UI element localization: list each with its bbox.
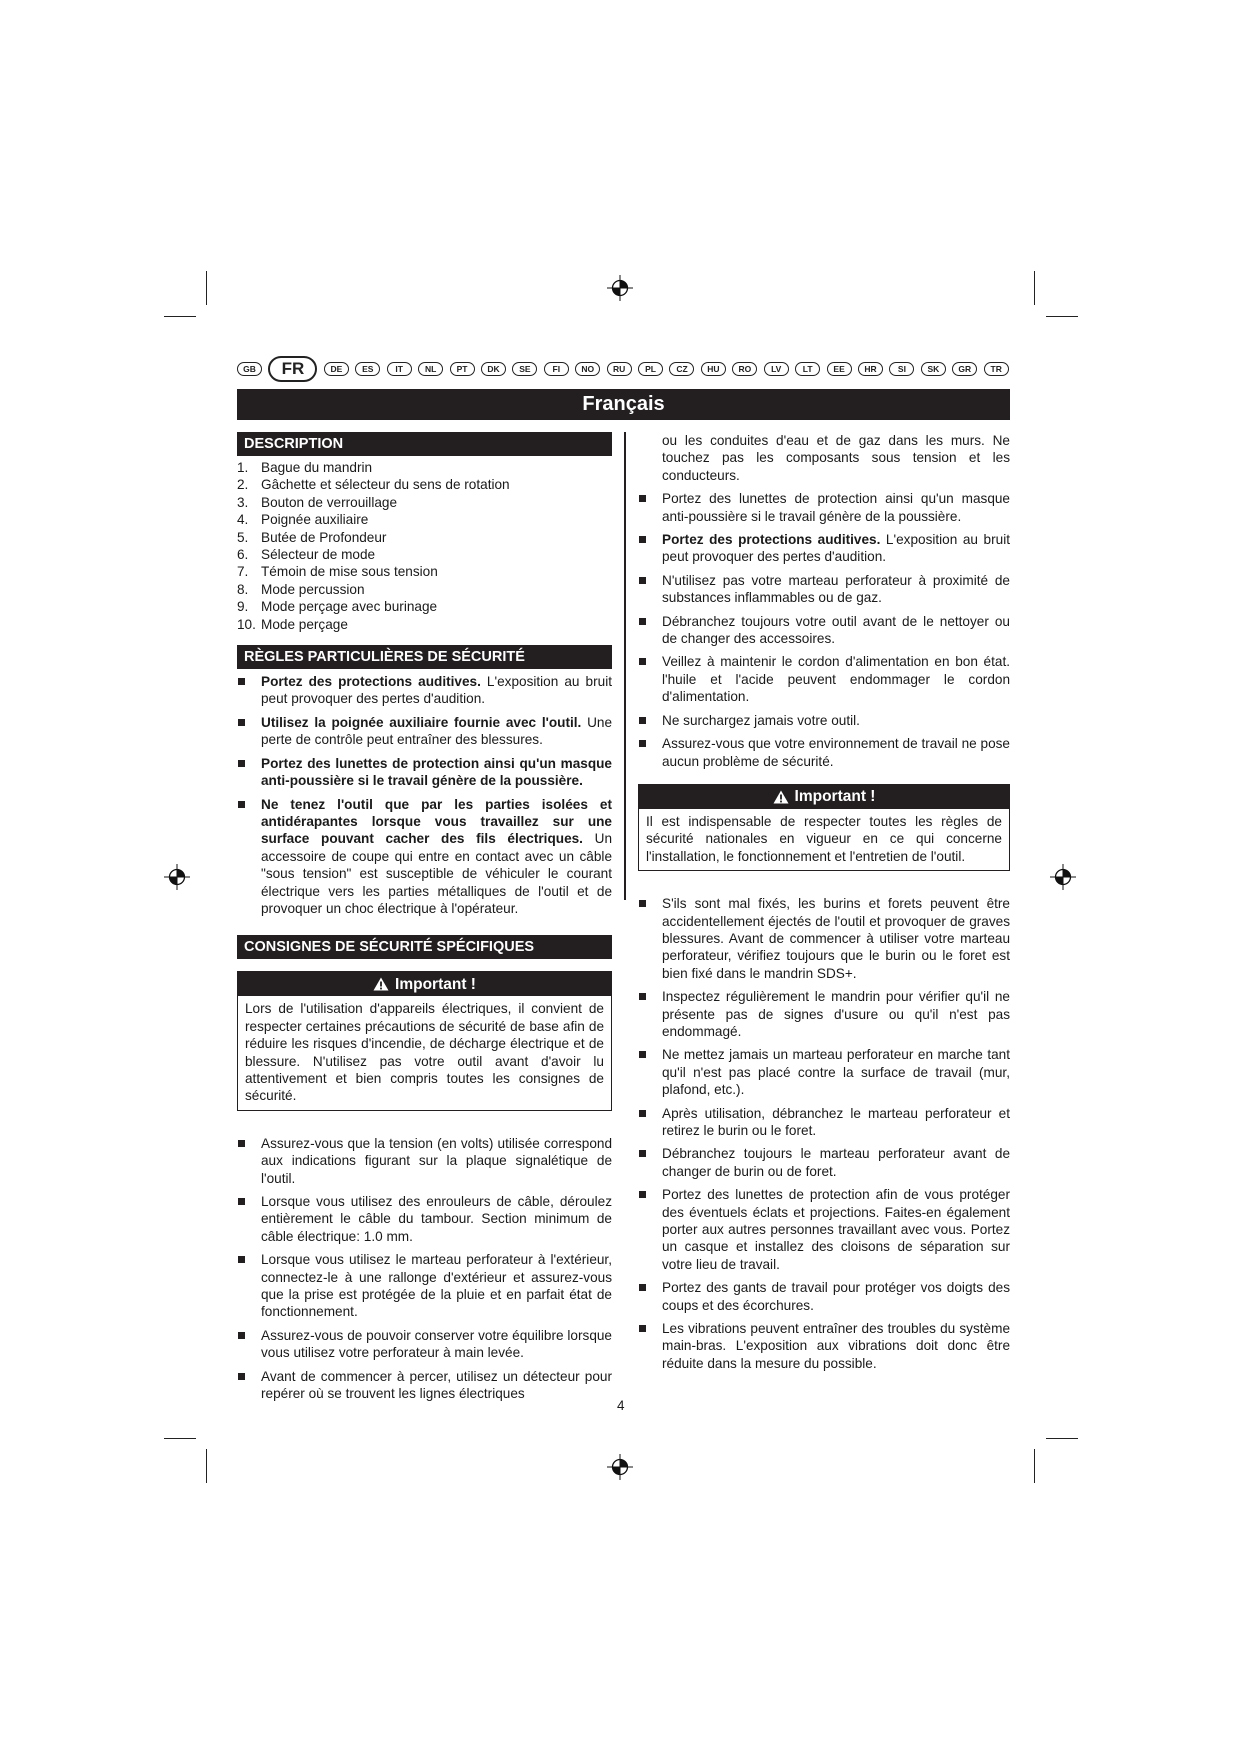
item-text: Mode perçage xyxy=(261,616,348,632)
list-item xyxy=(237,529,612,546)
important-header xyxy=(238,972,611,996)
warning-icon xyxy=(773,790,789,804)
item-text: L'exposition au bruit peut provoquer des pertes d'audition. xyxy=(662,532,1010,565)
bullet-icon xyxy=(639,740,646,747)
list-item xyxy=(237,796,612,918)
consignes-list xyxy=(237,1135,612,1403)
item-text: Portez des gants de travail pour protéger vos doigts des coups et des écorchures. xyxy=(662,1280,1010,1313)
lang-pl[interactable]: PL xyxy=(638,362,663,376)
column-divider xyxy=(624,432,626,900)
item-text: Un accessoire de coupe qui entre en contact avec un câble "sous tension" est susceptible de véhiculer le courant électrique vers les parties métalliques de l'outil et de provoquer un choc électrique à l'opérateur. xyxy=(261,831,613,916)
continuation-list xyxy=(638,432,1010,484)
item-text: Assurez-vous de pouvoir conserver votre équilibre lorsque vous utilisez votre perforateur à main levée. xyxy=(261,1327,612,1361)
item-text: Après utilisation, débranchez le marteau perforateur et retirez le burin ou le foret. xyxy=(662,1105,1010,1138)
crop-mark xyxy=(164,1438,196,1439)
bullet-icon xyxy=(238,801,245,808)
list-item xyxy=(237,714,612,749)
item-text: Bague du mandrin xyxy=(261,460,373,475)
list-item xyxy=(638,572,1010,607)
list-item xyxy=(237,494,612,511)
list-item xyxy=(237,755,612,790)
lang-hu[interactable]: HU xyxy=(701,362,726,376)
list-item xyxy=(237,563,612,580)
item-text: Débranchez toujours le marteau perforateur avant de changer de burin ou de foret. xyxy=(662,1146,1010,1179)
list-item xyxy=(237,581,612,598)
item-text: L'exposition au bruit peut provoquer des pertes d'audition. xyxy=(261,674,612,707)
bullet-icon xyxy=(639,658,646,665)
bullet-icon xyxy=(639,536,646,543)
item-text: Gâchette et sélecteur du sens de rotation xyxy=(261,477,510,493)
bullet-icon xyxy=(639,1150,646,1157)
item-number: 1. xyxy=(237,460,249,475)
list-item xyxy=(237,1327,612,1362)
registration-mark-icon xyxy=(607,1454,633,1480)
list-item xyxy=(638,1105,1010,1140)
lang-se[interactable]: SE xyxy=(512,362,537,376)
list-item xyxy=(638,531,1010,566)
bullet-icon xyxy=(238,1373,245,1380)
right-list-b xyxy=(638,895,1010,1372)
list-item xyxy=(237,476,612,493)
lang-fr[interactable]: FR xyxy=(268,356,317,382)
list-item xyxy=(638,712,1010,729)
item-text: Ne mettez jamais un marteau perforateur en marche tant qu'il n'est pas placé contre la surface de travail (mur, plafond, etc.). xyxy=(662,1047,1010,1098)
bullet-icon xyxy=(639,717,646,724)
bullet-icon xyxy=(639,993,646,1000)
item-text: Portez des lunettes de protection afin de vous protéger des éventuels éclats et projections. Faites-en également porter aux autres personnes travaillant avec vous. Portez un casque et installez des cloisons de séparation sur votre lieu de travail. xyxy=(662,1187,1010,1272)
bullet-icon xyxy=(639,1110,646,1117)
list-item xyxy=(638,1186,1010,1273)
item-text: Inspectez régulièrement le mandrin pour vérifier qu'il ne présente pas de signes d'usure ou qu'il n'est pas endommagé. xyxy=(662,989,1010,1039)
crop-mark xyxy=(1034,271,1035,305)
item-text: Portez des lunettes de protection ainsi qu'un masque anti-poussière si le travail génère de la poussière. xyxy=(662,491,1010,524)
important-header xyxy=(639,785,1009,809)
list-item xyxy=(638,988,1010,1040)
lang-tr[interactable]: TR xyxy=(984,362,1009,376)
lang-gr[interactable]: GR xyxy=(952,362,977,376)
crop-mark xyxy=(1046,1438,1078,1439)
item-bold-text: Portez des protections auditives. xyxy=(662,532,881,548)
list-item xyxy=(638,1046,1010,1098)
item-text: Lorsque vous utilisez des enrouleurs de câble, déroulez entièrement le câble du tambour. Section minimum de câble électrique: 1.0 mm. xyxy=(261,1194,612,1244)
consignes-heading: CONSIGNES DE SÉCURITÉ SPÉCIFIQUES xyxy=(237,935,612,959)
page-number: 4 xyxy=(617,1398,625,1413)
item-text: N'utilisez pas votre marteau perforateur à proximité de substances inflammables ou de gaz. xyxy=(662,572,1010,606)
continuation-text: ou les conduites d'eau et de gaz dans les murs. Ne touchez pas les composants sous tension et les conducteurs. xyxy=(662,433,1010,483)
lang-ee[interactable]: EE xyxy=(827,362,852,376)
list-item xyxy=(638,1279,1010,1314)
important-title: Important ! xyxy=(794,788,876,806)
item-number: 8. xyxy=(237,581,249,597)
item-number: 9. xyxy=(237,599,249,615)
item-text: Veillez à maintenir le cordon d'alimentation en bon état. l'huile et l'acide peuvent endommager le cordon d'alimentation. xyxy=(662,654,1010,705)
list-item xyxy=(638,490,1010,525)
item-text: Sélecteur de mode xyxy=(261,547,376,563)
item-bold-text: Portez des protections auditives. xyxy=(261,674,481,690)
lang-dk[interactable]: DK xyxy=(481,362,506,376)
list-item xyxy=(237,673,612,708)
list-item xyxy=(237,1251,612,1321)
important-title: Important ! xyxy=(395,975,476,993)
crop-mark xyxy=(206,271,207,305)
description-list xyxy=(237,459,612,633)
bullet-icon xyxy=(639,495,646,502)
lang-si[interactable]: SI xyxy=(889,362,914,376)
item-number: 4. xyxy=(237,512,249,528)
bullet-icon xyxy=(238,719,245,726)
list-item xyxy=(237,598,612,615)
item-bold-text: Utilisez la poignée auxiliaire fournie avec l'outil. xyxy=(261,714,582,730)
page-title: Français xyxy=(237,389,1010,420)
item-bold-text: Portez des lunettes de protection ainsi qu'un masque anti-poussière si le travail génère de la poussière. xyxy=(261,755,612,789)
item-text: Mode perçage avec burinage xyxy=(261,599,438,615)
list-item xyxy=(237,1135,612,1187)
important-box xyxy=(237,971,612,1110)
item-text: Ne surchargez jamais votre outil. xyxy=(662,712,860,728)
list-item xyxy=(237,1193,612,1245)
important-box xyxy=(638,784,1010,871)
list-item xyxy=(638,895,1010,982)
bullet-icon xyxy=(639,1191,646,1198)
lang-lv[interactable]: LV xyxy=(764,362,789,376)
item-number: 2. xyxy=(237,477,249,493)
list-item xyxy=(638,653,1010,705)
lang-ro[interactable]: RO xyxy=(732,362,757,376)
bullet-icon xyxy=(639,1325,646,1332)
lang-fi[interactable]: FI xyxy=(544,362,569,376)
lang-it[interactable]: IT xyxy=(387,362,412,376)
list-item xyxy=(638,1320,1010,1372)
important-text: Lors de l'utilisation d'appareils électriques, il convient de respecter certaines précautions de sécurité de base afin de réduire les risques d'incendie, de décharge électrique et de blessure. N'utilisez pas votre outil avant d'avoir lu attentivement et bien compris toutes les consignes de sécurité. xyxy=(245,1001,604,1104)
right-column xyxy=(638,432,1010,1378)
list-item xyxy=(237,459,612,476)
item-number: 10. xyxy=(237,616,256,632)
lang-nl[interactable]: NL xyxy=(418,362,443,376)
list-item xyxy=(237,1368,612,1403)
lang-pt[interactable]: PT xyxy=(450,362,475,376)
item-text: Témoin de mise sous tension xyxy=(261,564,438,580)
lang-ru[interactable]: RU xyxy=(607,362,632,376)
bullet-icon xyxy=(639,1051,646,1058)
lang-sk[interactable]: SK xyxy=(921,362,946,376)
language-selector xyxy=(237,356,1009,382)
crop-mark xyxy=(206,1449,207,1483)
item-text: Poignée auxiliaire xyxy=(261,512,369,528)
lang-es[interactable]: ES xyxy=(355,362,380,376)
lang-gb[interactable]: GB xyxy=(237,362,262,376)
list-item xyxy=(638,432,1010,484)
item-number: 6. xyxy=(237,547,249,563)
bullet-icon xyxy=(238,1256,245,1263)
item-text: Mode percussion xyxy=(261,581,365,597)
item-text: S'ils sont mal fixés, les burins et forets peuvent être accidentellement éjectés de l'outil et provoquer de graves blessures. Avant de commencer à utiliser votre marteau perforateur, vérifiez toujours que le burin ou le foret est bien fixé dans le mandrin SDS+. xyxy=(662,896,1010,981)
list-item xyxy=(638,735,1010,770)
item-text: Les vibrations peuvent entraîner des troubles du système main-bras. L'exposition aux vibrations doit donc être réduite dans la mesure du possible. xyxy=(662,1321,1010,1371)
bullet-icon xyxy=(639,618,646,625)
list-item xyxy=(237,511,612,528)
item-text: Butée de Profondeur xyxy=(261,529,387,545)
item-number: 3. xyxy=(237,494,249,510)
description-heading: DESCRIPTION xyxy=(237,432,612,456)
lang-no[interactable]: NO xyxy=(575,362,600,376)
crop-mark xyxy=(164,316,196,317)
item-text: Assurez-vous que la tension (en volts) utilisée correspond aux indications figurant sur la plaque signalétique de l'outil. xyxy=(261,1135,612,1186)
registration-mark-icon xyxy=(164,864,190,890)
regles-list xyxy=(237,673,612,917)
item-number: 5. xyxy=(237,529,249,545)
bullet-icon xyxy=(639,577,646,584)
bullet-icon xyxy=(238,1332,245,1339)
item-text: Bouton de verrouillage xyxy=(261,494,398,510)
bullet-icon xyxy=(639,1284,646,1291)
right-list-a xyxy=(638,490,1010,770)
crop-mark xyxy=(1046,316,1078,317)
crop-mark xyxy=(1034,1449,1035,1483)
bullet-icon xyxy=(238,1198,245,1205)
list-item xyxy=(638,1145,1010,1180)
list-item xyxy=(638,613,1010,648)
warning-icon xyxy=(373,977,389,991)
bullet-icon xyxy=(238,1140,245,1147)
item-text: Lorsque vous utilisez le marteau perforateur à l'extérieur, connectez-le à une rallonge d'extérieur et assurez-vous que la prise est protégée de la pluie et en parfait état de fonctionnement. xyxy=(261,1252,612,1320)
bullet-icon xyxy=(238,678,245,685)
important-text: Il est indispensable de respecter toutes les règles de sécurité nationales en vigueur en ce qui concerne l'installation, le fonctionnement et l'entretien de l'outil. xyxy=(646,813,1002,864)
list-item xyxy=(237,616,612,633)
registration-mark-icon xyxy=(607,275,633,301)
lang-cz[interactable]: CZ xyxy=(669,362,694,376)
lang-hr[interactable]: HR xyxy=(858,362,883,376)
lang-de[interactable]: DE xyxy=(324,362,349,376)
list-item xyxy=(237,546,612,563)
bullet-icon xyxy=(238,760,245,767)
left-column xyxy=(237,432,612,1408)
item-text: Débranchez toujours votre outil avant de le nettoyer ou de changer des accessoires. xyxy=(662,613,1010,647)
bullet-icon xyxy=(639,900,646,907)
item-text: Assurez-vous que votre environnement de travail ne pose aucun problème de sécurité. xyxy=(662,736,1010,769)
regles-heading: RÈGLES PARTICULIÈRES DE SÉCURITÉ xyxy=(237,645,612,669)
item-text: Une perte de contrôle peut entraîner des blessures. xyxy=(261,714,613,748)
lang-lt[interactable]: LT xyxy=(795,362,820,376)
item-text: Avant de commencer à percer, utilisez un détecteur pour repérer où se trouvent les lignes électriques xyxy=(261,1368,612,1402)
item-bold-text: Ne tenez l'outil que par les parties isolées et antidérapantes lorsque vous travaillez sur une surface pouvant cacher des fils électriques. xyxy=(261,796,612,847)
item-number: 7. xyxy=(237,564,249,580)
registration-mark-icon xyxy=(1050,864,1076,890)
